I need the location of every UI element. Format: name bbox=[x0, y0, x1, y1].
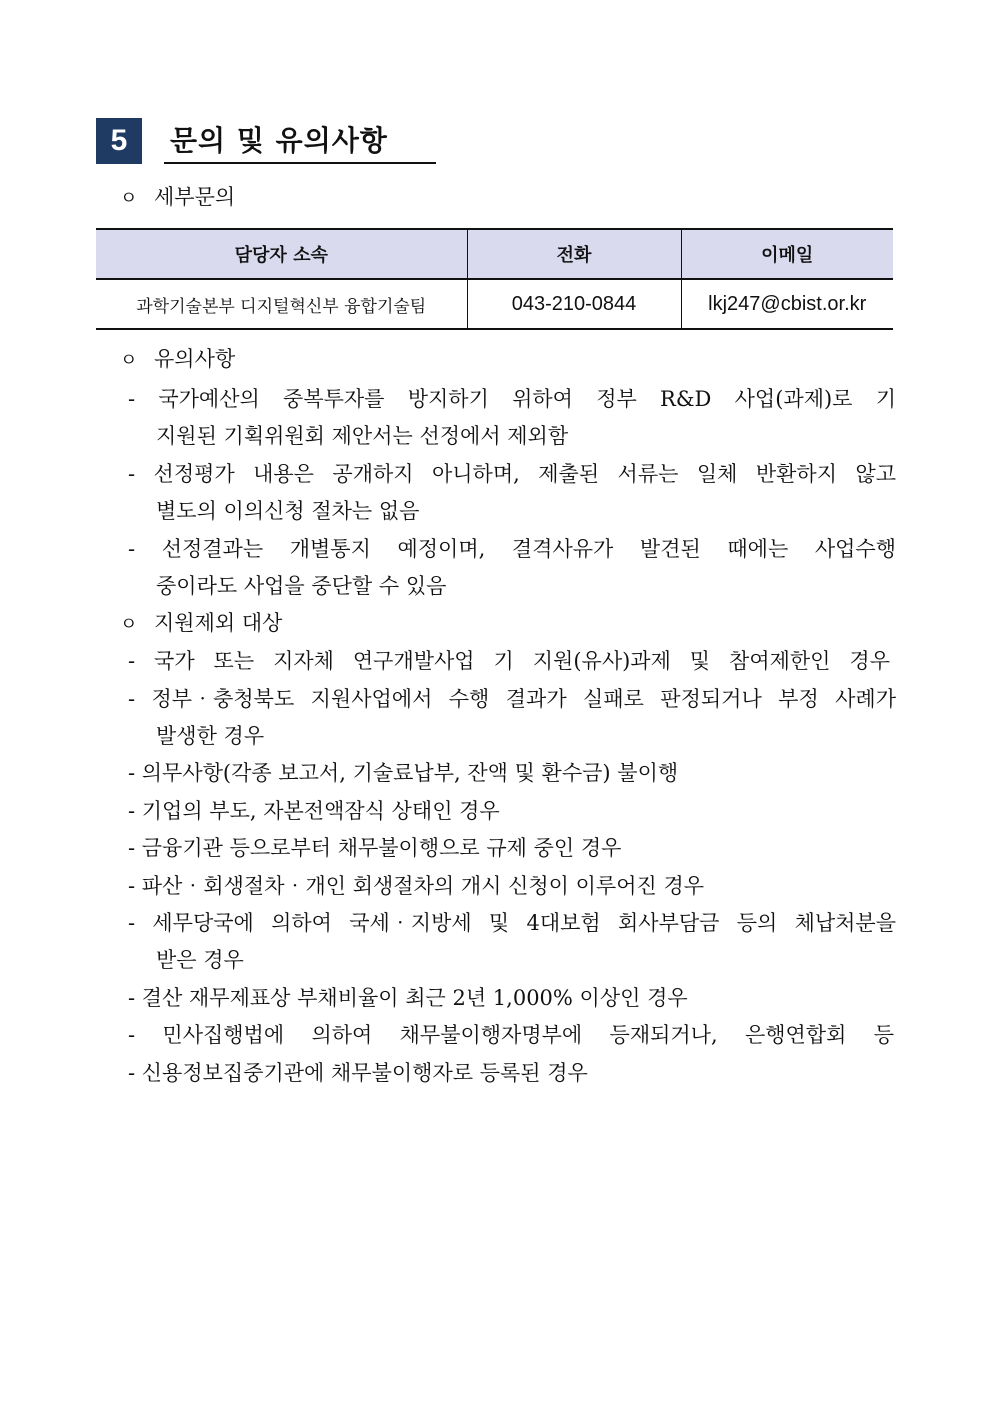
contact-table bbox=[96, 228, 893, 330]
contact-email: lkj247@cbist.or.kr bbox=[681, 279, 893, 329]
list-item: - 금융기관 등으로부터 채무불이행으로 규제 중인 경우 bbox=[128, 836, 622, 860]
list-item: - 선정평가 내용은 공개하지 아니하며, 제출된 서류는 일체 반환하지 않고 bbox=[128, 462, 896, 486]
inquiry-heading-text: 세부문의 bbox=[154, 185, 236, 209]
notes-heading bbox=[120, 344, 235, 376]
bullet-mark: ㅇ bbox=[120, 350, 138, 371]
list-item: - 세무당국에 의하여 국세‧지방세 및 4대보험 회사부담금 등의 체납처분을 bbox=[128, 911, 896, 935]
list-item: - 결산 재무제표상 부채비율이 최근 2년 1,000% 이상인 경우 bbox=[128, 986, 688, 1010]
list-item-continued: 받은 경우 bbox=[156, 948, 244, 972]
exclusions-heading-text: 지원제외 대상 bbox=[154, 611, 283, 635]
table-row bbox=[96, 279, 893, 329]
exclusions-heading bbox=[120, 608, 282, 640]
header-email: 이메일 bbox=[681, 229, 893, 279]
contact-dept: 과학기술본부 디지털혁신부 융합기술팀 bbox=[96, 279, 467, 329]
contact-table-header-row bbox=[96, 229, 893, 279]
notes-heading-text: 유의사항 bbox=[154, 347, 236, 371]
section-header bbox=[96, 118, 436, 166]
list-item: - 민사집행법에 의하여 채무불이행자명부에 등재되거나, 은행연합회 등 bbox=[128, 1023, 894, 1047]
inquiry-heading bbox=[120, 182, 235, 214]
list-item-continued: 지원된 기획위원회 제안서는 선정에서 제외함 bbox=[156, 424, 569, 448]
list-item-continued: 별도의 이의신청 절차는 없음 bbox=[156, 499, 420, 523]
section-number: 5 bbox=[96, 118, 142, 164]
list-item-continued: 중이라도 사업을 중단할 수 있음 bbox=[156, 574, 447, 598]
section-title: 문의 및 유의사항 bbox=[164, 118, 436, 164]
list-item: - 의무사항(각종 보고서, 기술료납부, 잔액 및 환수금) 불이행 bbox=[128, 761, 679, 785]
list-item: - 선정결과는 개별통지 예정이며, 결격사유가 발견된 때에는 사업수행 bbox=[128, 537, 896, 561]
bullet-mark: ㅇ bbox=[120, 188, 138, 209]
header-phone: 전화 bbox=[467, 229, 681, 279]
list-item: - 국가예산의 중복투자를 방지하기 위하여 정부 R&D 사업(과제)로 기 bbox=[128, 387, 896, 411]
list-item: - 국가 또는 지자체 연구개발사업 기 지원(유사)과제 및 참여제한인 경우 bbox=[128, 649, 890, 673]
list-item-continued: 발생한 경우 bbox=[156, 724, 265, 748]
list-item: - 기업의 부도, 자본전액잠식 상태인 경우 bbox=[128, 799, 500, 823]
header-dept: 담당자 소속 bbox=[96, 229, 467, 279]
bullet-mark: ㅇ bbox=[120, 614, 138, 635]
contact-phone: 043-210-0844 bbox=[467, 279, 681, 329]
list-item: - 파산‧회생절차‧개인 회생절차의 개시 신청이 이루어진 경우 bbox=[128, 874, 705, 898]
list-item: - 정부‧충청북도 지원사업에서 수행 결과가 실패로 판정되거나 부정 사례가 bbox=[128, 687, 896, 711]
list-item: - 신용정보집중기관에 채무불이행자로 등록된 경우 bbox=[128, 1061, 588, 1085]
